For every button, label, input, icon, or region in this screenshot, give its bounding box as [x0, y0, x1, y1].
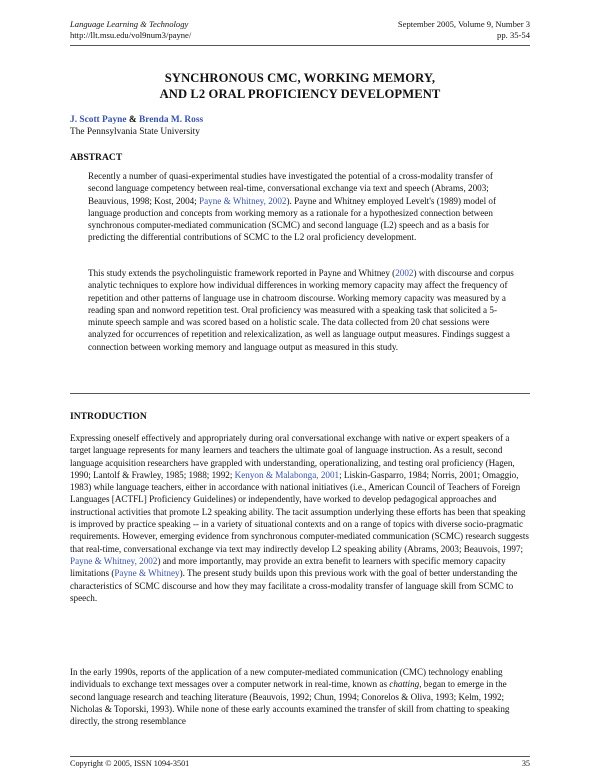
page-number: 35: [521, 759, 530, 768]
issue-info: September 2005, Volume 9, Number 3: [397, 19, 530, 29]
abstract-paragraph-1: [88, 170, 520, 244]
citation-link[interactable]: Payne & Whitney: [114, 568, 180, 579]
running-header: [70, 19, 530, 41]
header-divider: [70, 45, 530, 46]
abstract-text: ). Payne and Whitney employed Levelt's (1989) model of language production and concepts from working memory as a rationale for a hypothesized connection between synchronous computer-mediated communication (SCMC) and second language (L2) speech and as a basis for predicting the differential contributions of SCMC to the L2 oral proficiency development.: [88, 195, 496, 243]
body-text: , began to emerge in the second language research and teaching literature (Beauvois, 1992; Chun, 1994; Conorelos & Oliva, 1993; Kelm, 1992; Nicholas & Toporski, 1993). While none of these early accounts examined the transfer of skill from chatting to speaking directly, the strong resemblance: [70, 679, 510, 727]
author-names: [70, 114, 203, 126]
page-footer: [70, 759, 530, 768]
title-line-1: SYNCHRONOUS CMC, WORKING MEMORY,: [164, 71, 436, 85]
abstract-heading: ABSTRACT: [70, 152, 123, 163]
body-text: In the early 1990s, reports of the application of a new computer-mediated communication (CMC) technology enabling individuals to exchange text messages over a computer network in real-time, known as: [70, 667, 503, 690]
body-text: ; Liskin-Gasparro, 1984; Norris, 2001; Omaggio, 1983) while language teachers, either in accordance with national initiatives (i.e., American Council of Teachers of Foreign Languages [ACTFL] Proficiency Guidelines) or independently, have worked to develop pedagogical approaches and instructional activities that promote L2 speaking ability. The tacit assumption underlying these efforts has been that speaking is improved by practice speaking -- in a variety of situational contexts and on a range of topics with diverse socio-pragmatic requirements. However, emerging evidence from synchronous computer-mediated communication (SCMC) research suggests that real-time, conversational exchange via text may indirectly develop L2 speaking ability (Abrams, 2003; Beauvois, 1997;: [70, 469, 529, 554]
body-text: ) and more importantly, may provide an extra benefit to learners with specific memory capacity limitations (: [70, 555, 506, 579]
journal-name: Language Learning & Technology: [70, 19, 189, 29]
body-text: ). The present study builds upon this previous work with the goal of better understanding the characteristics of SCMC discourse and how they may facilitate a cross-modality transfer of language skill from SCMC to speech.: [70, 568, 518, 603]
article-title: [70, 70, 530, 102]
affiliation: The Pennsylvania State University: [70, 127, 200, 137]
citation-link[interactable]: Payne & Whitney, 2002: [199, 195, 287, 206]
citation-link[interactable]: 2002: [395, 268, 414, 278]
copyright-notice: Copyright © 2005, ISSN 1094-3501: [70, 759, 190, 768]
introduction-paragraph-2: [70, 666, 530, 727]
abstract-text: This study extends the psycholinguistic framework reported in Payne and Whitney (: [88, 268, 396, 278]
author-block: [70, 114, 203, 138]
introduction-heading: INTRODUCTION: [70, 411, 147, 422]
author-link-payne[interactable]: J. Scott Payne: [70, 115, 127, 125]
abstract-paragraph-2: [88, 267, 520, 353]
author-conjunction: &: [128, 115, 137, 125]
footer-divider: [70, 756, 530, 757]
body-text: Expressing oneself effectively and appropriately during oral conversational exchange with native or expert speakers of a target language represents for many learners and teachers the ultimate goal of language instruction. As a result, second language acquisition researchers have grappled with understanding, operationalizing, and testing oral proficiency (Hagen, 1990; Lantolf & Frawley, 1985; 1988; 1992;: [70, 433, 515, 480]
introduction-paragraph-1: [70, 432, 530, 604]
title-line-2: AND L2 ORAL PROFICIENCY DEVELOPMENT: [159, 87, 441, 101]
section-divider: [70, 393, 530, 394]
citation-link[interactable]: Payne & Whitney, 2002: [70, 555, 158, 566]
author-link-ross[interactable]: Brenda M. Ross: [139, 115, 204, 125]
abstract-text: ) with discourse and corpus analytic techniques to explore how individual differences in working memory capacity may affect the frequency of repetition and other patterns of language use in chatroom discourse. Working memory capacity was measured by a reading span and nonword repetition test. Oral proficiency was measured with a speaking task that solicited a 5-minute speech sample and was scored based on a holistic scale. The data collected from 20 chat sessions were analyzed for occurrences of repetition and relexicalization, as well as language output measures. Findings suggest a connection between working memory and language output as measured in this study.: [88, 268, 514, 352]
emphasis-term: chatting: [389, 679, 420, 690]
article-url[interactable]: http://llt.msu.edu/vol9num3/payne/: [70, 30, 192, 40]
citation-link[interactable]: Kenyon & Malabonga, 2001: [234, 469, 340, 480]
abstract-text: Recently a number of quasi-experimental studies have investigated the potential of a cross-modality transfer of second language competency between real-time, conversational exchange via text and speech (Abrams, 2003; Beauvious, 1998; Kost, 2004;: [88, 171, 493, 206]
page-range: pp. 35-54: [497, 30, 530, 40]
